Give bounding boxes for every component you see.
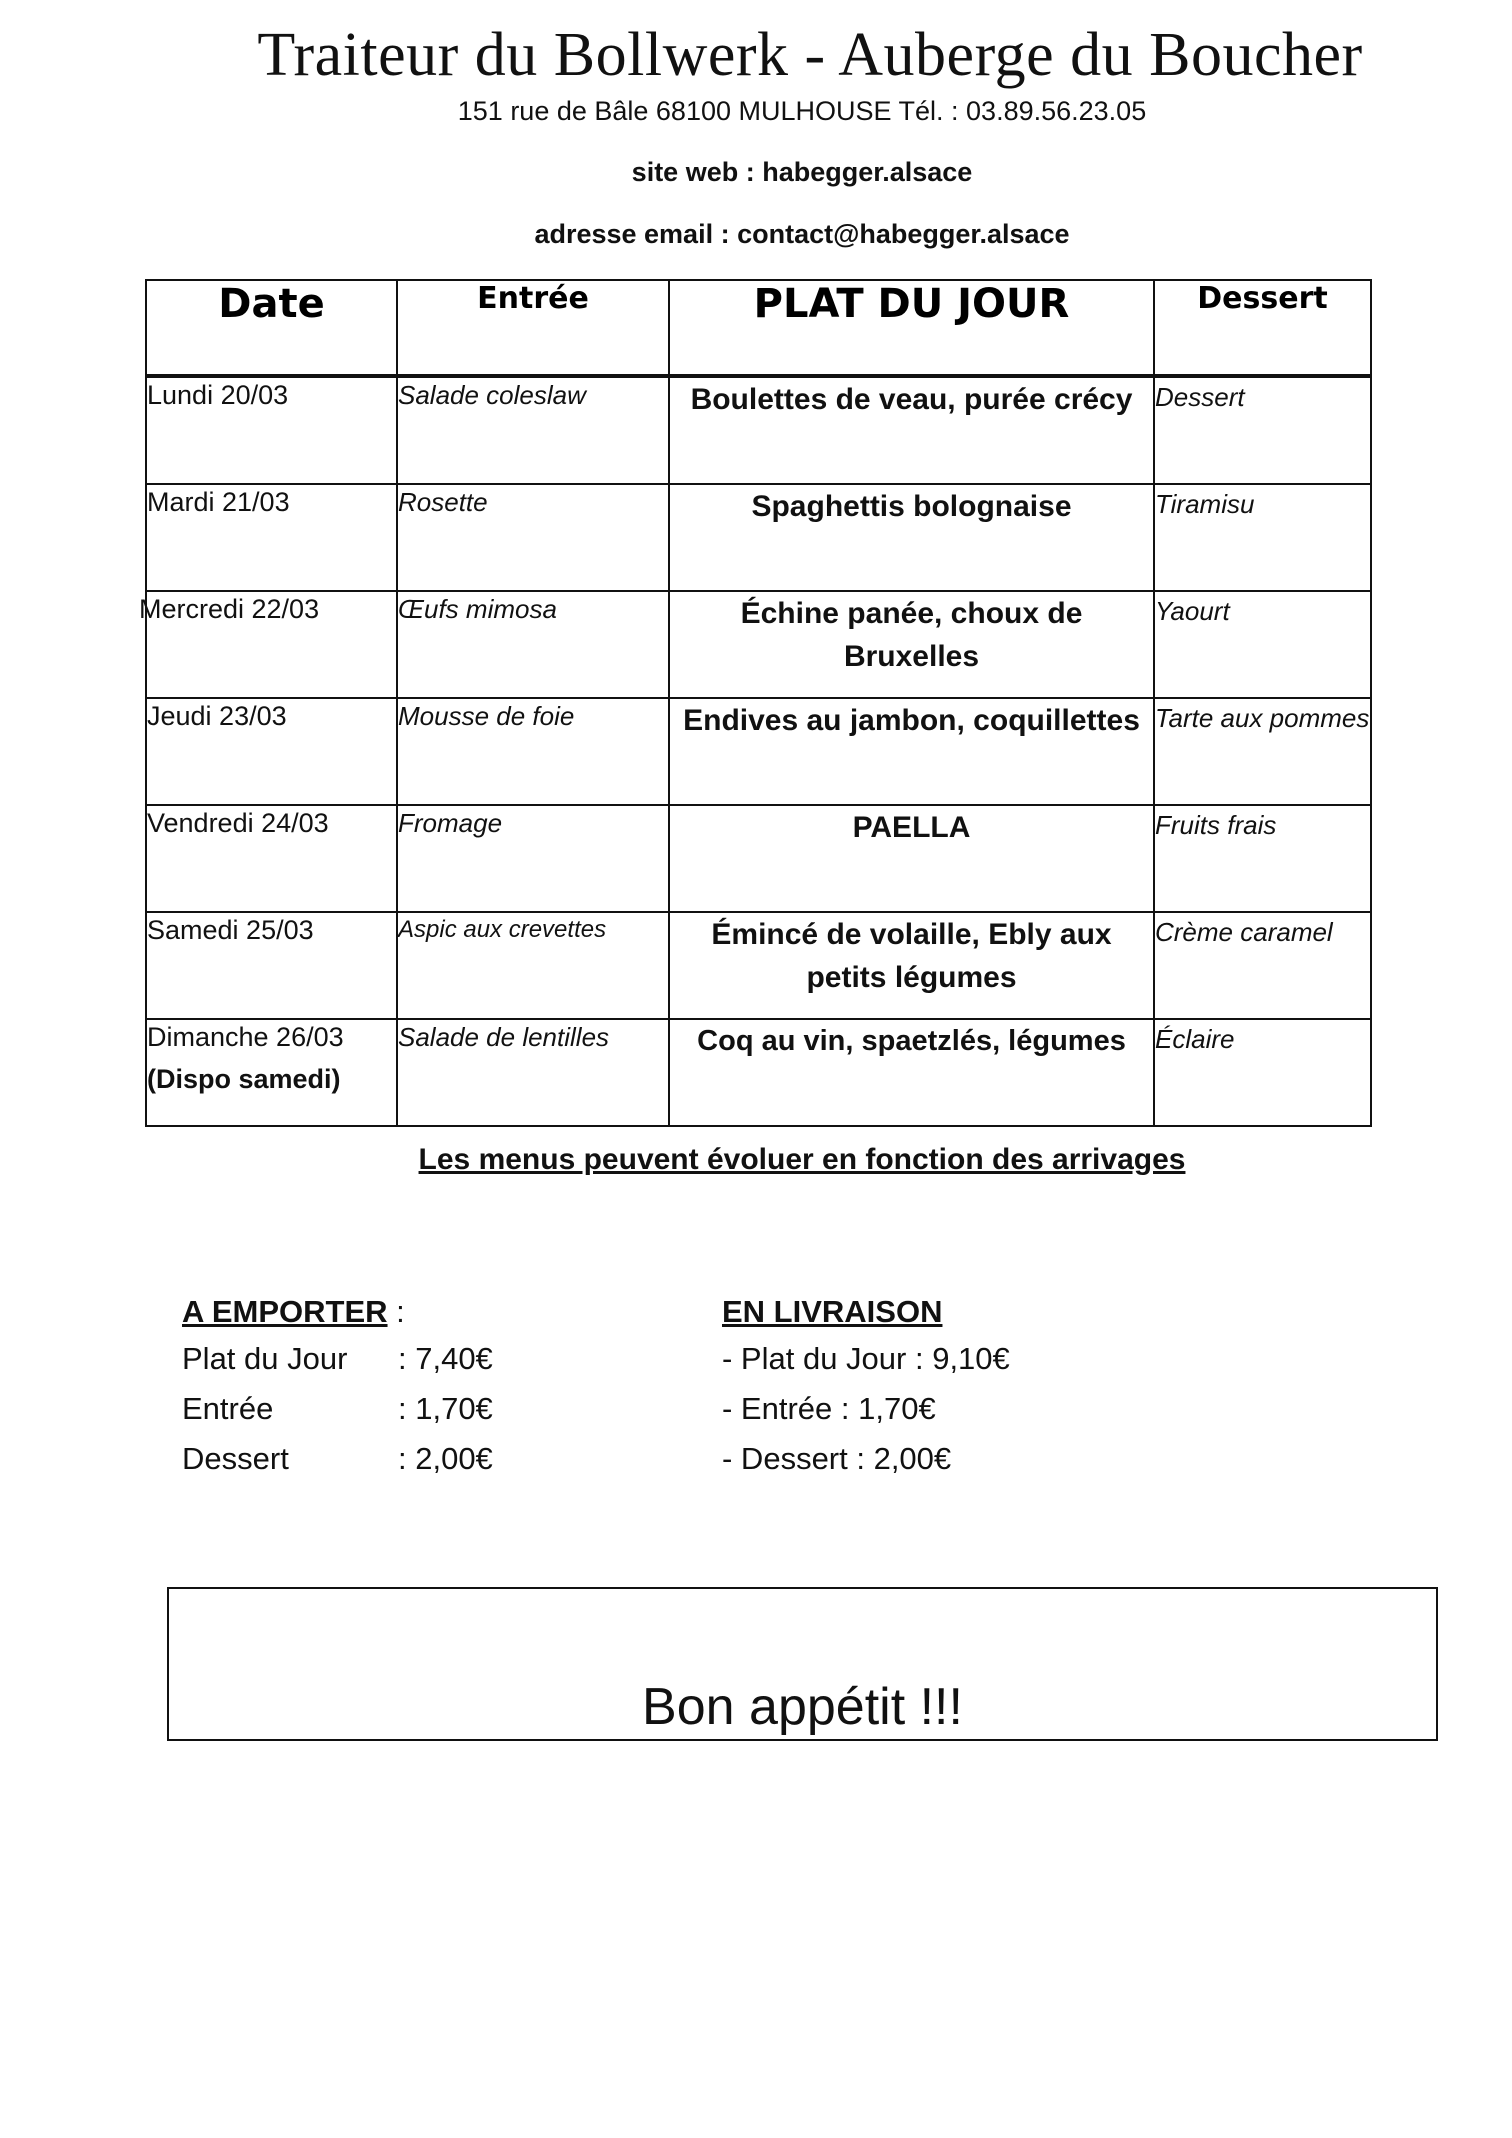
menu-date-cell (146, 1019, 397, 1126)
menu-entree-cell: Salade de lentilles (397, 1019, 669, 1126)
column-header-plat-du-jour: PLAT DU JOUR (669, 280, 1154, 376)
restaurant-address: 151 rue de Bâle 68100 MULHOUSE Tél. : 03.89.56.23.05 (457, 96, 1147, 126)
weekly-menu-table (139, 279, 1372, 1127)
price-value: : 7,40€ (398, 1341, 493, 1376)
menu-date-cell (139, 591, 397, 698)
menu-date-note: (Dispo samedi) (147, 1064, 341, 1094)
menu-plat-cell: Coq au vin, spaetzlés, légumes (669, 1019, 1154, 1126)
menu-plat-cell: PAELLA (669, 805, 1154, 912)
menu-date-cell: Lundi 20/03 (146, 376, 397, 484)
delivery-heading: EN LIVRAISON (722, 1294, 943, 1329)
menu-entree-cell: Œufs mimosa (397, 591, 669, 698)
price-row: - Plat du Jour : 9,10€ (722, 1341, 1010, 1376)
menu-date-cell: Mardi 21/03 (146, 484, 397, 591)
price-row: - Dessert : 2,00€ (722, 1441, 952, 1476)
column-header-dessert: Dessert (1154, 280, 1371, 376)
table-row (146, 698, 1371, 805)
price-value: : 2,00€ (398, 1441, 493, 1476)
menu-date-text: Dimanche 26/03 (147, 1022, 344, 1052)
price-label: Dessert (182, 1441, 289, 1476)
menu-date-cell: Jeudi 23/03 (146, 698, 397, 805)
price-row: - Entrée : 1,70€ (722, 1391, 936, 1426)
takeaway-heading: A EMPORTER (182, 1294, 388, 1329)
table-row (146, 376, 1371, 484)
takeaway-heading-colon: : (387, 1294, 405, 1329)
price-row (182, 1434, 632, 1484)
menu-dessert-cell: Tarte aux pommes (1154, 698, 1371, 805)
menu-dessert-cell: Fruits frais (1154, 805, 1371, 912)
email-line: adresse email : contact@habegger.alsace (534, 219, 1070, 249)
restaurant-title: Traiteur du Bollwerk - Auberge du Boucher (257, 21, 1363, 89)
menu-dessert-cell: Yaourt (1154, 591, 1371, 698)
menu-plat-cell: Boulettes de veau, purée crécy (669, 376, 1154, 484)
menu-availability-note: Les menus peuvent évoluer en fonction des arrivages (418, 1143, 1186, 1176)
table-row (146, 484, 1371, 591)
menu-plat-cell: Échine panée, choux de Bruxelles (669, 591, 1154, 698)
menu-dessert-cell: Éclaire (1154, 1019, 1371, 1126)
menu-dessert-cell: Tiramisu (1154, 484, 1371, 591)
table-row (146, 591, 1371, 698)
website-line: site web : habegger.alsace (631, 157, 973, 187)
column-header-entree: Entrée (397, 280, 669, 376)
takeaway-prices (182, 1290, 632, 1484)
menu-dessert-cell: Dessert (1154, 376, 1371, 484)
takeaway-heading-row (182, 1290, 632, 1334)
menu-entree-cell: Rosette (397, 484, 669, 591)
price-row (182, 1334, 632, 1384)
menu-date-cell: Vendredi 24/03 (146, 805, 397, 912)
closing-message-box (167, 1587, 1438, 1741)
menu-entree-cell: Aspic aux crevettes (397, 912, 669, 1019)
menu-entree-cell: Fromage (397, 805, 669, 912)
column-header-date: Date (146, 280, 397, 376)
table-row (146, 1019, 1371, 1126)
delivery-prices (722, 1290, 1222, 1484)
closing-message: Bon appétit !!! (642, 1678, 963, 1736)
menu-plat-cell: Spaghettis bolognaise (669, 484, 1154, 591)
menu-entree-cell: Mousse de foie (397, 698, 669, 805)
delivery-heading-row (722, 1290, 1222, 1334)
price-label: Entrée (182, 1391, 274, 1426)
menu-plat-cell: Émincé de volaille, Ebly aux petits légumes (669, 912, 1154, 1019)
menu-header-row (146, 280, 1371, 376)
price-value: : 1,70€ (398, 1391, 493, 1426)
menu-date-text: Mercredi 22/03 (139, 594, 320, 624)
table-row (146, 805, 1371, 912)
menu-entree-cell: Salade coleslaw (397, 376, 669, 484)
menu-plat-cell: Endives au jambon, coquillettes (669, 698, 1154, 805)
menu-date-cell: Samedi 25/03 (146, 912, 397, 1019)
table-row (146, 912, 1371, 1019)
price-label: Plat du Jour (182, 1341, 348, 1376)
price-row (182, 1384, 632, 1434)
menu-dessert-cell: Crème caramel (1154, 912, 1371, 1019)
